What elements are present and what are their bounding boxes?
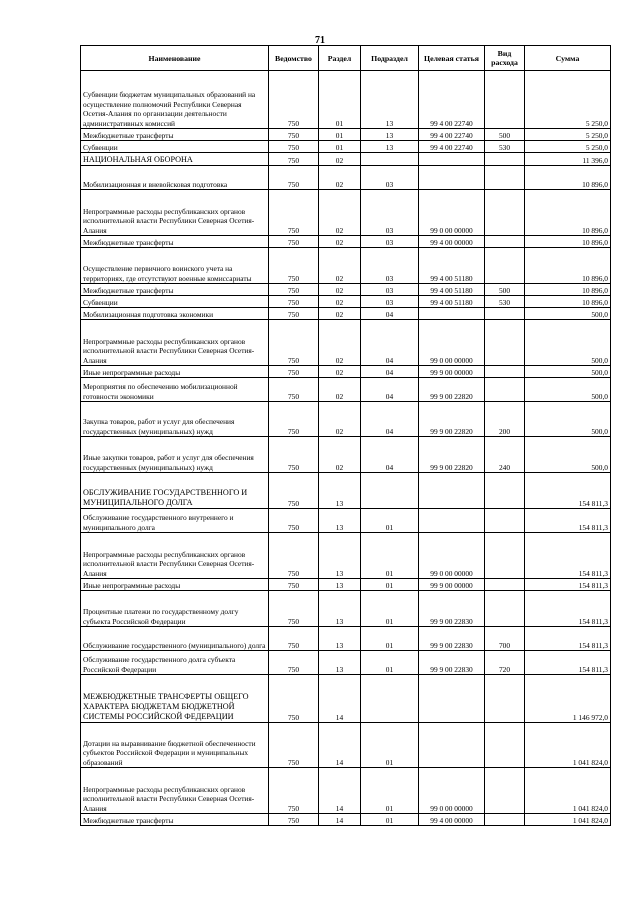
- row-vid-rashoda-cell: [485, 153, 525, 166]
- row-podrazdel-cell: 04: [361, 366, 419, 378]
- row-vedomstvo-cell: 750: [269, 627, 319, 651]
- row-vid-rashoda-cell: [485, 473, 525, 509]
- table-row: [81, 437, 611, 473]
- row-podrazdel-cell: 03: [361, 284, 419, 296]
- row-name-cell: Субвенции: [81, 296, 269, 308]
- row-summa-cell: 500,0: [525, 320, 611, 366]
- row-razdel-cell: 13: [319, 533, 361, 579]
- row-celevaya-statya-cell: 99 0 00 00000: [419, 768, 485, 814]
- row-vedomstvo-cell: 750: [269, 129, 319, 141]
- column-header-celevaya-statya: Целевая статья: [419, 46, 485, 71]
- row-summa-cell: 154 811,3: [525, 579, 611, 591]
- row-summa-cell: 5 250,0: [525, 141, 611, 153]
- row-summa-cell: 154 811,3: [525, 533, 611, 579]
- row-podrazdel-cell: 13: [361, 141, 419, 153]
- budget-table: [80, 45, 611, 826]
- row-summa-cell: 10 896,0: [525, 236, 611, 248]
- row-podrazdel-cell: 01: [361, 579, 419, 591]
- row-name-cell: ОБСЛУЖИВАНИЕ ГОСУДАРСТВЕННОГО И МУНИЦИПАЛЬНОГО ДОЛГА: [81, 473, 269, 509]
- row-vid-rashoda-cell: 720: [485, 651, 525, 675]
- row-podrazdel-cell: 03: [361, 190, 419, 236]
- row-vid-rashoda-cell: 500: [485, 284, 525, 296]
- row-vedomstvo-cell: 750: [269, 437, 319, 473]
- row-celevaya-statya-cell: 99 9 00 00000: [419, 579, 485, 591]
- table-row: [81, 402, 611, 437]
- row-summa-cell: 500,0: [525, 366, 611, 378]
- column-header-vedomstvo: Ведомство: [269, 46, 319, 71]
- row-podrazdel-cell: [361, 675, 419, 723]
- row-celevaya-statya-cell: 99 4 00 51180: [419, 284, 485, 296]
- table-row: [81, 509, 611, 533]
- row-vid-rashoda-cell: 500: [485, 129, 525, 141]
- table-row: [81, 284, 611, 296]
- row-name-cell: Межбюджетные трансферты: [81, 236, 269, 248]
- row-celevaya-statya-cell: 99 4 00 51180: [419, 296, 485, 308]
- row-razdel-cell: 02: [319, 366, 361, 378]
- row-name-cell: Осуществление первичного воинского учета на территориях, где отсутствуют военные комиссариаты: [81, 248, 269, 284]
- row-razdel-cell: 02: [319, 236, 361, 248]
- table-row: [81, 166, 611, 190]
- column-header-name: Наименование: [81, 46, 269, 71]
- row-vedomstvo-cell: 750: [269, 675, 319, 723]
- row-name-cell: МЕЖБЮДЖЕТНЫЕ ТРАНСФЕРТЫ ОБЩЕГО ХАРАКТЕРА БЮДЖЕТАМ БЮДЖЕТНОЙ СИСТЕМЫ РОССИЙСКОЙ ФЕДЕРАЦИИ: [81, 675, 269, 723]
- row-vid-rashoda-cell: 240: [485, 437, 525, 473]
- row-razdel-cell: 13: [319, 651, 361, 675]
- table-row: [81, 320, 611, 366]
- row-vid-rashoda-cell: 530: [485, 296, 525, 308]
- row-podrazdel-cell: [361, 473, 419, 509]
- row-name-cell: Обслуживание государственного (муниципального) долга: [81, 627, 269, 651]
- row-summa-cell: 154 811,3: [525, 591, 611, 627]
- row-podrazdel-cell: 03: [361, 296, 419, 308]
- row-vedomstvo-cell: 750: [269, 284, 319, 296]
- row-summa-cell: 11 396,0: [525, 153, 611, 166]
- row-vedomstvo-cell: 750: [269, 768, 319, 814]
- row-celevaya-statya-cell: 99 9 00 22820: [419, 437, 485, 473]
- row-razdel-cell: 13: [319, 579, 361, 591]
- row-vid-rashoda-cell: [485, 591, 525, 627]
- table-row: [81, 153, 611, 166]
- row-name-cell: Непрограммные расходы республиканских органов исполнительной власти Республики Северная Осетия-Алания: [81, 768, 269, 814]
- row-razdel-cell: 02: [319, 153, 361, 166]
- row-vid-rashoda-cell: [485, 378, 525, 402]
- column-header-razdel: Раздел: [319, 46, 361, 71]
- row-summa-cell: 500,0: [525, 402, 611, 437]
- row-podrazdel-cell: 01: [361, 509, 419, 533]
- table-row: [81, 675, 611, 723]
- row-celevaya-statya-cell: 99 0 00 00000: [419, 190, 485, 236]
- row-vedomstvo-cell: 750: [269, 723, 319, 768]
- row-celevaya-statya-cell: 99 9 00 22830: [419, 651, 485, 675]
- row-summa-cell: 5 250,0: [525, 71, 611, 129]
- row-razdel-cell: 01: [319, 71, 361, 129]
- row-name-cell: Мероприятия по обеспечению мобилизационной готовности экономики: [81, 378, 269, 402]
- table-row: [81, 627, 611, 651]
- row-razdel-cell: 02: [319, 308, 361, 320]
- table-row: [81, 366, 611, 378]
- row-vid-rashoda-cell: [485, 308, 525, 320]
- row-podrazdel-cell: 01: [361, 768, 419, 814]
- row-vid-rashoda-cell: [485, 533, 525, 579]
- row-razdel-cell: 02: [319, 190, 361, 236]
- table-row: [81, 591, 611, 627]
- row-vid-rashoda-cell: [485, 579, 525, 591]
- row-name-cell: Межбюджетные трансферты: [81, 129, 269, 141]
- row-vedomstvo-cell: 750: [269, 166, 319, 190]
- row-name-cell: Обслуживание государственного внутреннего и муниципального долга: [81, 509, 269, 533]
- row-vid-rashoda-cell: 200: [485, 402, 525, 437]
- row-name-cell: Межбюджетные трансферты: [81, 284, 269, 296]
- row-razdel-cell: 02: [319, 248, 361, 284]
- row-vid-rashoda-cell: [485, 366, 525, 378]
- row-vedomstvo-cell: 750: [269, 296, 319, 308]
- row-vedomstvo-cell: 750: [269, 651, 319, 675]
- row-summa-cell: 1 146 972,0: [525, 675, 611, 723]
- table-row: [81, 814, 611, 826]
- row-vid-rashoda-cell: 700: [485, 627, 525, 651]
- row-podrazdel-cell: 01: [361, 814, 419, 826]
- row-name-cell: Обслуживание государственного долга субъекта Российской Федерации: [81, 651, 269, 675]
- table-row: [81, 473, 611, 509]
- row-vedomstvo-cell: 750: [269, 248, 319, 284]
- row-razdel-cell: 14: [319, 675, 361, 723]
- row-vid-rashoda-cell: [485, 675, 525, 723]
- row-podrazdel-cell: 01: [361, 591, 419, 627]
- row-vedomstvo-cell: 750: [269, 236, 319, 248]
- table-row: [81, 651, 611, 675]
- row-summa-cell: 154 811,3: [525, 651, 611, 675]
- column-header-podrazdel: Подраздел: [361, 46, 419, 71]
- row-summa-cell: 10 896,0: [525, 296, 611, 308]
- row-podrazdel-cell: 04: [361, 378, 419, 402]
- table-row: [81, 723, 611, 768]
- row-vedomstvo-cell: 750: [269, 533, 319, 579]
- row-vedomstvo-cell: 750: [269, 308, 319, 320]
- row-celevaya-statya-cell: 99 4 00 00000: [419, 814, 485, 826]
- row-podrazdel-cell: 01: [361, 651, 419, 675]
- row-razdel-cell: 01: [319, 141, 361, 153]
- row-razdel-cell: 13: [319, 509, 361, 533]
- row-vid-rashoda-cell: 530: [485, 141, 525, 153]
- row-summa-cell: 500,0: [525, 308, 611, 320]
- row-razdel-cell: 14: [319, 814, 361, 826]
- row-summa-cell: 154 811,3: [525, 627, 611, 651]
- row-vedomstvo-cell: 750: [269, 509, 319, 533]
- table-row: [81, 308, 611, 320]
- row-vedomstvo-cell: 750: [269, 366, 319, 378]
- row-name-cell: Непрограммные расходы республиканских органов исполнительной власти Республики Северная Осетия-Алания: [81, 533, 269, 579]
- row-summa-cell: 1 041 824,0: [525, 814, 611, 826]
- row-celevaya-statya-cell: 99 0 00 00000: [419, 320, 485, 366]
- row-vid-rashoda-cell: [485, 814, 525, 826]
- row-name-cell: Дотации на выравнивание бюджетной обеспеченности субъектов Российской Федерации и муниципальных образований: [81, 723, 269, 768]
- row-razdel-cell: 13: [319, 627, 361, 651]
- table-row: [81, 141, 611, 153]
- row-celevaya-statya-cell: 99 0 00 00000: [419, 533, 485, 579]
- row-podrazdel-cell: 01: [361, 723, 419, 768]
- row-razdel-cell: 02: [319, 284, 361, 296]
- row-celevaya-statya-cell: 99 9 00 22830: [419, 591, 485, 627]
- row-summa-cell: 154 811,3: [525, 509, 611, 533]
- row-vedomstvo-cell: 750: [269, 473, 319, 509]
- row-podrazdel-cell: 04: [361, 437, 419, 473]
- row-name-cell: Непрограммные расходы республиканских органов исполнительной власти Республики Северная Осетия-Алания: [81, 320, 269, 366]
- row-summa-cell: 10 896,0: [525, 190, 611, 236]
- row-podrazdel-cell: 13: [361, 129, 419, 141]
- row-celevaya-statya-cell: 99 4 00 00000: [419, 236, 485, 248]
- row-vid-rashoda-cell: [485, 236, 525, 248]
- row-name-cell: Процентные платежи по государственному долгу субъекта Российской Федерации: [81, 591, 269, 627]
- row-podrazdel-cell: 03: [361, 248, 419, 284]
- row-vid-rashoda-cell: [485, 320, 525, 366]
- table-row: [81, 579, 611, 591]
- row-razdel-cell: 13: [319, 473, 361, 509]
- table-row: [81, 129, 611, 141]
- row-razdel-cell: 01: [319, 129, 361, 141]
- row-name-cell: НАЦИОНАЛЬНАЯ ОБОРОНА: [81, 153, 269, 166]
- row-name-cell: Иные непрограммные расходы: [81, 579, 269, 591]
- table-row: [81, 248, 611, 284]
- row-summa-cell: 5 250,0: [525, 129, 611, 141]
- column-header-summa: Сумма: [525, 46, 611, 71]
- row-vedomstvo-cell: 750: [269, 141, 319, 153]
- row-name-cell: Закупка товаров, работ и услуг для обеспечения государственных (муниципальных) нужд: [81, 402, 269, 437]
- row-summa-cell: 154 811,3: [525, 473, 611, 509]
- row-razdel-cell: 13: [319, 591, 361, 627]
- table-header-row: [81, 46, 611, 71]
- row-vid-rashoda-cell: [485, 723, 525, 768]
- row-vid-rashoda-cell: [485, 71, 525, 129]
- row-razdel-cell: 02: [319, 320, 361, 366]
- table-row: [81, 190, 611, 236]
- row-razdel-cell: 14: [319, 768, 361, 814]
- table-row: [81, 533, 611, 579]
- row-vedomstvo-cell: 750: [269, 190, 319, 236]
- table-row: [81, 296, 611, 308]
- row-celevaya-statya-cell: 99 4 00 51180: [419, 248, 485, 284]
- table-row: [81, 236, 611, 248]
- row-name-cell: Субвенции бюджетам муниципальных образований на осуществление полномочий Республики Северная Осетия-Алания по организации деятельности административных комиссий: [81, 71, 269, 129]
- row-vid-rashoda-cell: [485, 166, 525, 190]
- row-podrazdel-cell: 01: [361, 627, 419, 651]
- row-celevaya-statya-cell: [419, 675, 485, 723]
- row-podrazdel-cell: 01: [361, 533, 419, 579]
- row-summa-cell: 1 041 824,0: [525, 768, 611, 814]
- row-vid-rashoda-cell: [485, 509, 525, 533]
- page-number: 71: [315, 35, 325, 46]
- row-vedomstvo-cell: 750: [269, 320, 319, 366]
- row-celevaya-statya-cell: 99 4 00 22740: [419, 71, 485, 129]
- row-name-cell: Непрограммные расходы республиканских органов исполнительной власти Республики Северная Осетия-Алания: [81, 190, 269, 236]
- row-celevaya-statya-cell: [419, 723, 485, 768]
- row-celevaya-statya-cell: [419, 473, 485, 509]
- row-razdel-cell: 02: [319, 378, 361, 402]
- row-podrazdel-cell: 04: [361, 320, 419, 366]
- row-name-cell: Мобилизационная подготовка экономики: [81, 308, 269, 320]
- row-podrazdel-cell: 04: [361, 308, 419, 320]
- row-name-cell: Иные закупки товаров, работ и услуг для обеспечения государственных (муниципальных) нужд: [81, 437, 269, 473]
- row-podrazdel-cell: 03: [361, 236, 419, 248]
- table-row: [81, 768, 611, 814]
- row-vedomstvo-cell: 750: [269, 153, 319, 166]
- row-summa-cell: 10 896,0: [525, 166, 611, 190]
- table-row: [81, 71, 611, 129]
- row-podrazdel-cell: [361, 153, 419, 166]
- row-summa-cell: 10 896,0: [525, 248, 611, 284]
- row-podrazdel-cell: 03: [361, 166, 419, 190]
- row-vid-rashoda-cell: [485, 768, 525, 814]
- column-header-vid-rashoda: Вид расхода: [485, 46, 525, 71]
- row-celevaya-statya-cell: [419, 308, 485, 320]
- row-celevaya-statya-cell: 99 9 00 22830: [419, 627, 485, 651]
- row-vedomstvo-cell: 750: [269, 814, 319, 826]
- row-name-cell: Мобилизационная и вневойсковая подготовка: [81, 166, 269, 190]
- row-name-cell: Субвенции: [81, 141, 269, 153]
- table-body: [81, 71, 611, 826]
- row-vid-rashoda-cell: [485, 190, 525, 236]
- row-celevaya-statya-cell: 99 4 00 22740: [419, 141, 485, 153]
- row-vedomstvo-cell: 750: [269, 402, 319, 437]
- row-vedomstvo-cell: 750: [269, 579, 319, 591]
- row-vedomstvo-cell: 750: [269, 378, 319, 402]
- row-podrazdel-cell: 13: [361, 71, 419, 129]
- row-razdel-cell: 02: [319, 296, 361, 308]
- row-celevaya-statya-cell: [419, 153, 485, 166]
- row-vedomstvo-cell: 750: [269, 71, 319, 129]
- row-celevaya-statya-cell: 99 9 00 22820: [419, 402, 485, 437]
- row-vedomstvo-cell: 750: [269, 591, 319, 627]
- row-celevaya-statya-cell: [419, 166, 485, 190]
- row-summa-cell: 500,0: [525, 378, 611, 402]
- row-summa-cell: 1 041 824,0: [525, 723, 611, 768]
- row-summa-cell: 10 896,0: [525, 284, 611, 296]
- row-podrazdel-cell: 04: [361, 402, 419, 437]
- row-name-cell: Межбюджетные трансферты: [81, 814, 269, 826]
- row-celevaya-statya-cell: [419, 509, 485, 533]
- row-razdel-cell: 02: [319, 166, 361, 190]
- row-celevaya-statya-cell: 99 4 00 22740: [419, 129, 485, 141]
- row-summa-cell: 500,0: [525, 437, 611, 473]
- row-celevaya-statya-cell: 99 9 00 00000: [419, 366, 485, 378]
- row-razdel-cell: 02: [319, 437, 361, 473]
- row-celevaya-statya-cell: 99 9 00 22820: [419, 378, 485, 402]
- row-name-cell: Иные непрограммные расходы: [81, 366, 269, 378]
- row-vid-rashoda-cell: [485, 248, 525, 284]
- row-razdel-cell: 14: [319, 723, 361, 768]
- table-row: [81, 378, 611, 402]
- row-razdel-cell: 02: [319, 402, 361, 437]
